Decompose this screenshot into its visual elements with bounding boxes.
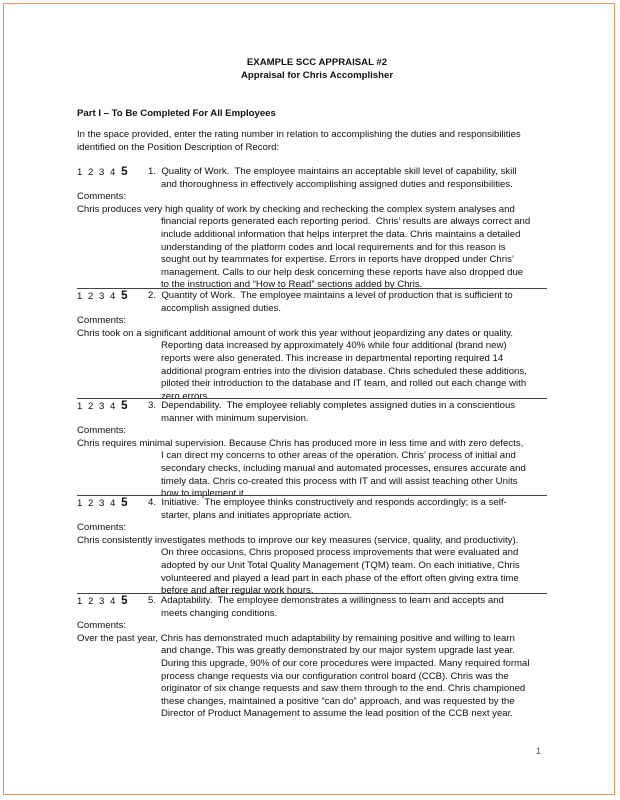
comment-text: On three occasions, Chris proposed process improvements that were evaluated and adopted by our Unit Total Quality Management (TQM) team. On each initiative, Chris volunteered and played a lead part in each phase of the effort often giving extra time before and after regular work hours. bbox=[161, 547, 520, 597]
document-title: EXAMPLE SCC APPRAISAL #2 bbox=[246, 57, 388, 68]
comment-first-line: Chris requires minimal supervision. Because Chris has produced more in less time and with zero defects, bbox=[77, 437, 524, 449]
rating-scale bbox=[77, 595, 127, 609]
comments-label: Comments: bbox=[77, 191, 127, 203]
rating-4: 4 bbox=[110, 596, 116, 607]
rating-3: 3 bbox=[99, 596, 105, 607]
appraisal-item-5 bbox=[77, 593, 547, 721]
comment-first-line: Over the past year, Chris has demonstrated much adaptability by remaining positive and willing to learn bbox=[77, 632, 515, 644]
rating-scale bbox=[77, 400, 127, 414]
rating-5-selected: 5 bbox=[121, 595, 128, 607]
comment-first-line: Chris took on a significant additional amount of work this year without jeopardizing any dates or quality. bbox=[77, 327, 514, 339]
rating-scale bbox=[77, 290, 127, 304]
rating-4: 4 bbox=[110, 167, 116, 178]
rating-1: 1 bbox=[77, 167, 83, 178]
rating-5-selected: 5 bbox=[121, 400, 128, 412]
document-subtitle: Appraisal for Chris Accomplisher bbox=[240, 70, 394, 81]
rating-4: 4 bbox=[110, 291, 116, 302]
rating-5-selected: 5 bbox=[121, 166, 128, 178]
appraisal-item-2 bbox=[77, 288, 547, 403]
comments-label: Comments: bbox=[77, 315, 127, 327]
rating-4: 4 bbox=[110, 401, 116, 412]
rating-5-selected: 5 bbox=[121, 497, 128, 509]
comment-text: Reporting data increased by approximately 40% while four additional (brand new) reports were also generated. This increase in departmental reporting required 14 additional program entries into the division database. Chris scheduled these additions, piloted their introduction to the database and IT team, and rolled out each change with zero errors. bbox=[161, 340, 527, 402]
criterion-text: 2. Quantity of Work. The employee maintains a level of production that is sufficient to accomplish assigned duties. bbox=[148, 290, 513, 314]
comments-label: Comments: bbox=[77, 620, 127, 632]
appraisal-item-1 bbox=[77, 166, 547, 292]
rating-1: 1 bbox=[77, 291, 83, 302]
comment-text: I can direct my concerns to other areas of the operation. Chris’ process of initial and secondary checks, including manual and automated processes, ensures accurate and timely data. Chris co-created this process with IT and will assist teaching other Units how to implement it. bbox=[161, 450, 526, 500]
rating-4: 4 bbox=[110, 498, 116, 509]
criterion-text: 1. Quality of Work. The employee maintains an acceptable skill level of capability, skill and thoroughness in effectively accomplishing assigned duties and responsibilities. bbox=[148, 166, 517, 190]
rating-3: 3 bbox=[99, 498, 105, 509]
appraisal-item-3 bbox=[77, 398, 547, 501]
rating-2: 2 bbox=[88, 596, 94, 607]
comment-text: financial reports generated each reporting period. Chris’ results are always correct and include additional information that helps interpret the data. Chris maintains a detailed understanding of the platform codes and local requirements and for this reason is sought out by teammates for expertise. Errors in reports have dropped under Chris’ management. Calls to our help desk concerning these reports have also dropped due to the instruction and “How to Read” sections added by Chris. bbox=[161, 216, 531, 291]
criterion-text: 4. Initiative. The employee thinks constructively and responds accordingly; is a self- starter, plans and initiates appropriate action. bbox=[148, 497, 507, 521]
rating-scale bbox=[77, 497, 127, 511]
rating-3: 3 bbox=[99, 291, 105, 302]
rating-scale bbox=[77, 166, 127, 180]
comment-first-line: Chris produces very high quality of work by checking and rechecking the complex system analyses and bbox=[77, 203, 515, 215]
part-heading: Part I – To Be Completed For All Employees bbox=[77, 108, 276, 119]
comment-text: and change. This was greatly demonstrated by our major system upgrade last year. During this upgrade, 90% of our core procedures were impacted. Many required formal process change requests via our configuration control board (CCB). Chris was the originator of six change requests and saw them through to the end. Chris championed these changes, maintained a positive “can do” approach, and was requested by the Director of Product Management to assume the lead position of the CCB next year. bbox=[161, 645, 530, 720]
rating-3: 3 bbox=[99, 401, 105, 412]
comment-first-line: Chris consistently investigates methods to improve our key measures (service, quality, and productivity). bbox=[77, 534, 519, 546]
intro-text: In the space provided, enter the rating number in relation to accomplishing the duties and responsibilities identified on the Position Description of Record: bbox=[77, 129, 521, 153]
rating-2: 2 bbox=[88, 401, 94, 412]
rating-5-selected: 5 bbox=[121, 290, 128, 302]
rating-2: 2 bbox=[88, 167, 94, 178]
comments-label: Comments: bbox=[77, 522, 127, 534]
rating-2: 2 bbox=[88, 498, 94, 509]
rating-3: 3 bbox=[99, 167, 105, 178]
criterion-text: 3. Dependability. The employee reliably completes assigned duties in a conscientious manner with minimum supervision. bbox=[148, 400, 516, 424]
appraisal-item-4 bbox=[77, 495, 547, 598]
criterion-text: 5. Adaptability. The employee demonstrates a willingness to learn and accepts and meets changing conditions. bbox=[148, 595, 504, 619]
rating-1: 1 bbox=[77, 401, 83, 412]
page-number: 1 bbox=[536, 746, 542, 756]
rating-1: 1 bbox=[77, 596, 83, 607]
rating-1: 1 bbox=[77, 498, 83, 509]
rating-2: 2 bbox=[88, 291, 94, 302]
comments-label: Comments: bbox=[77, 425, 127, 437]
